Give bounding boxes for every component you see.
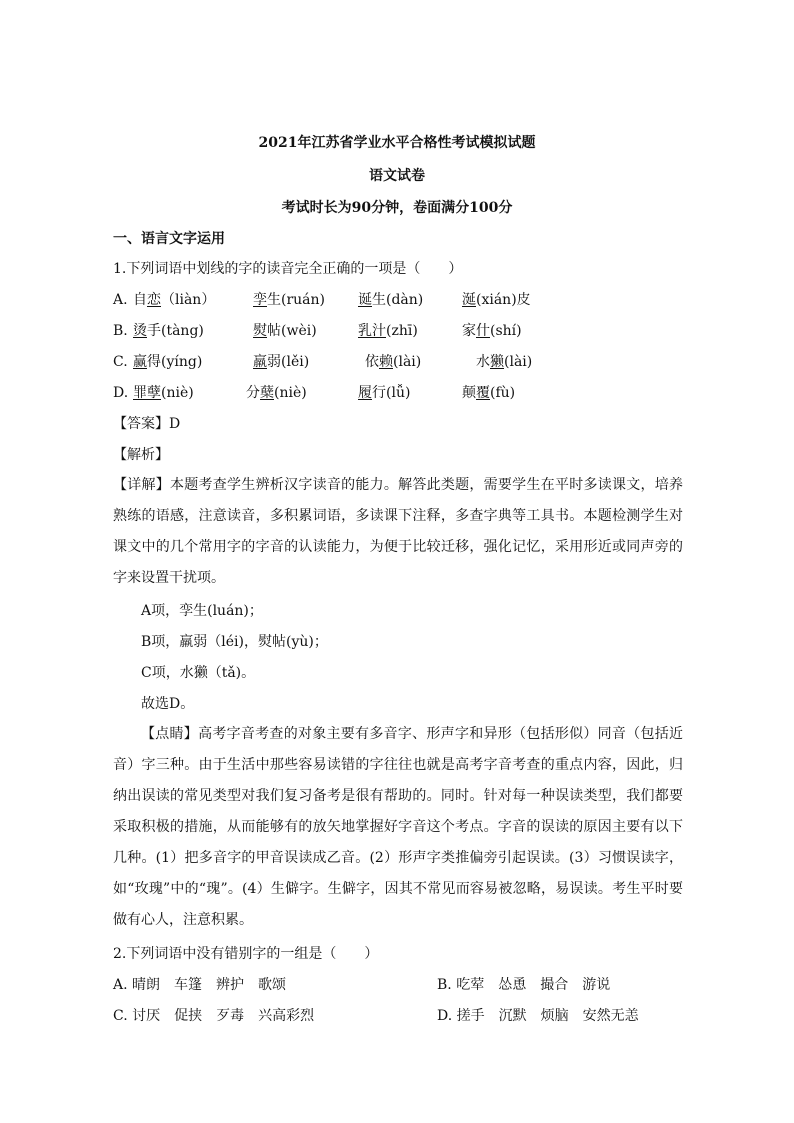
- option-item: 乳汁(zhī): [358, 323, 418, 339]
- option-item: 涎(xián)皮: [462, 292, 531, 308]
- option-label: B.: [113, 323, 128, 339]
- option-item: 孪生(ruán): [253, 292, 325, 308]
- option-item: 赢得(yíng): [133, 354, 203, 370]
- option-item: 羸弱(lěi): [253, 354, 310, 370]
- title: 2021年江苏省学业水平合格性考试模拟试题: [258, 135, 536, 151]
- subtitle: 语文试卷: [369, 168, 425, 184]
- explanation-item-a: A项，孪生(luán)；: [141, 603, 263, 619]
- option-item: 家什(shí): [462, 323, 522, 339]
- option-item: 诞生(dàn): [358, 292, 424, 308]
- option-item: 水獭(lài): [476, 354, 533, 370]
- question-1-stem: 1.下列词语中划线的字的读音完全正确的一项是（ ）: [113, 261, 463, 277]
- section-heading: 一、语言文字运用: [113, 231, 225, 247]
- answer: 【答案】D: [113, 416, 181, 432]
- analysis-heading: 【解析】: [113, 447, 169, 463]
- option-label: A.: [113, 292, 128, 308]
- q2-option-c: C. 讨厌 促挟 歹毒 兴高彩烈: [113, 1008, 315, 1024]
- q2-option-b: B. 吃荤 怂恿 撮合 游说: [437, 977, 611, 993]
- option-item: 分蘖(niè): [246, 385, 307, 401]
- detail-paragraph: 【详解】本题考查学生辨析汉字读音的能力。解答此类题，需要学生在平时多读课文，培养熟练的语感，注意读音，多积累词语，多读课下注释，多查字典等工具书。本题检测学生对课文中的几个常用字的字音的认读能力，为便于比较迁移，强化记忆，采用形近或同声旁的字来设置干扰项。: [113, 477, 683, 586]
- explanation-item-c: C项，水獭（tǎ)。: [141, 665, 256, 681]
- question-2-stem: 2.下列词语中没有错别字的一组是（ ）: [113, 946, 379, 962]
- exam-info: 考试时长为90分钟，卷面满分100分: [281, 200, 513, 216]
- q2-option-d: D. 搓手 沉默 烦脑 安然无恙: [437, 1008, 639, 1024]
- tip-paragraph: 【点睛】高考字音考查的对象主要有多音字、形声字和异形（包括形似）同音（包括近音）字三种。由于生活中那些容易读错的字往往也就是高考字音考查的重点内容，因此，归纳出误读的常见类型对我们复习备考是很有帮助的。同时。针对每一种误读类型，我们都要采取积极的措施，从而能够有的放矢地掌握好字音这个考点。字音的误读的原因主要有以下几种。(1）把多音字的甲音误读成乙音。(2）形声字类推偏旁引起误读。(3）习惯误读字，如“玫瑰”中的“瑰”。(4）生僻字。生僻字，因其不常见而容易被忽略，易误读。考生平时要做有心人，注意积累。: [113, 726, 683, 928]
- option-item: 罪孽(niè): [133, 385, 194, 401]
- option-item: 自恋（liàn）: [133, 292, 216, 308]
- explanation-item-b: B项，羸弱（léi)，熨帖(yù)；: [141, 634, 328, 650]
- choose-answer: 故选D。: [141, 696, 195, 712]
- option-item: 颠覆(fù): [462, 385, 516, 401]
- option-item: 烫手(tàng): [133, 323, 204, 339]
- option-item: 履行(lǚ): [358, 385, 411, 401]
- option-item: 熨帖(wèi): [253, 323, 317, 339]
- option-label: D.: [113, 385, 129, 401]
- option-item: 依赖(lài): [365, 354, 422, 370]
- option-label: C.: [113, 354, 128, 370]
- q2-option-a: A. 晴朗 车篷 辨护 歌颂: [113, 977, 287, 993]
